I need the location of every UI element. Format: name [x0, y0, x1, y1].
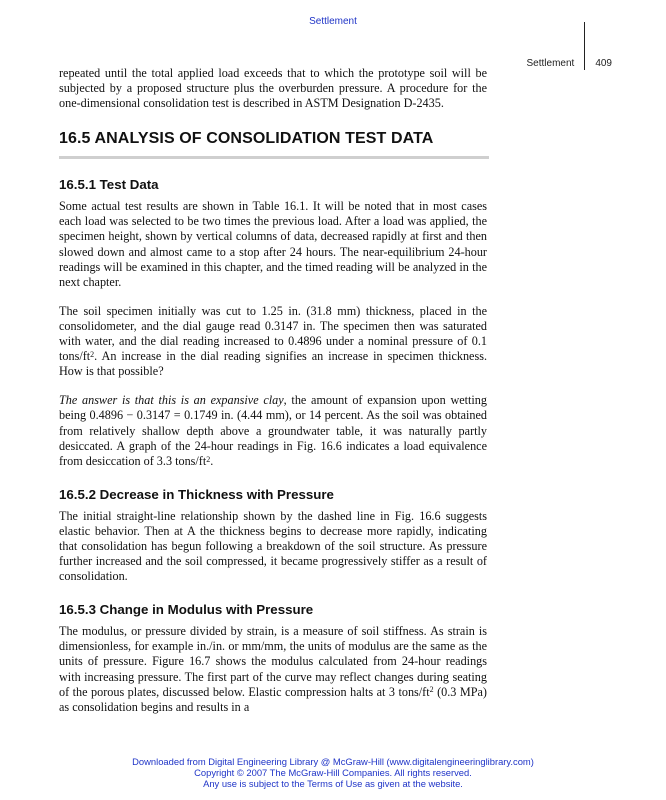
subsection-title-modulus-pressure: 16.5.3 Change in Modulus with Pressure [59, 602, 314, 618]
test-data-paragraph-3-text-a: , the amount of expansion upon wetting being 0.4896 − 0.3147 = 0.1749 in. (4.44 mm), or 14 percent. As the soil was obtained from relatively shallow depth above a groundwater table, it was naturally partly desiccated. A graph of the 24-hour readings in Fig. 16.6 indicates a load equivalence from desiccation of 3.3 tons/ft [59, 393, 487, 468]
modulus-paragraph-text-a: The modulus, or pressure divided by strain, is a measure of soil stiffness. As strain is dimensionless, for example in./in. or mm/mm, the units of modulus are the same as the units of pressure. Figure 16.7 shows the modulus calculated from 24-hour readings with increasing pressure. The first part of the curve may reflect changes during seating of the porous plates, discussed below. Elastic compression halts at 3 tons/ft [59, 624, 487, 699]
test-data-paragraph-3-text-b: . [210, 453, 214, 468]
test-data-paragraph-2-text-b: . An increase in the dial reading signifies an increase in specimen thickness. How is that possible? [59, 349, 487, 379]
intro-paragraph: repeated until the total applied load exceeds that to which the prototype soil will be subjected by a proposed structure plus the overburden pressure. A procedure for the one-dimensional consolidation test is described in ASTM Designation D-2435. [59, 66, 487, 111]
modulus-pressure-paragraph [59, 624, 487, 715]
page-content [59, 66, 487, 715]
test-data-paragraph-3 [59, 393, 487, 468]
expansive-clay-statement: The answer is that this is an expansive clay [59, 393, 284, 408]
modulus-paragraph-text-b: (0.3 MPa) as consolidation begins and results in a [59, 684, 487, 714]
page-number: 409 [595, 58, 612, 69]
running-title: Settlement [526, 58, 575, 69]
copyright-footer-link[interactable]: Copyright © 2007 The McGraw-Hill Companies. All rights reserved. [194, 767, 472, 779]
test-data-paragraph-2-text-a: The soil specimen initially was cut to 1.25 in. (31.8 mm) thickness, placed in the consolidometer, and the dial gauge read 0.3147 in. The specimen then was saturated with water, and the dial reading increased to 0.4896 under a nominal pressure of 0.1 tons/ft [59, 303, 487, 364]
section-title: 16.5 ANALYSIS OF CONSOLIDATION TEST DATA [59, 129, 489, 159]
subsection-title-thickness-pressure: 16.5.2 Decrease in Thickness with Pressure [59, 486, 334, 502]
top-settlement-link[interactable]: Settlement [309, 16, 357, 27]
squared-superscript: 2 [206, 454, 211, 464]
header-divider [584, 22, 585, 70]
subsection-title-test-data: 16.5.1 Test Data [59, 177, 159, 193]
page-header [527, 40, 613, 88]
test-data-paragraph-1: Some actual test results are shown in Table 16.1. It will be noted that in most cases each load was selected to be two times the previous load. After a load was applied, the specimen height, shown by vertical columns of data, decreased rapidly at first and then slowed down and almost came to a stop after 24 hours. The near-equilibrium 24-hour readings will be examined in this chapter, and the timed reading will be analyzed in the next chapter. [59, 199, 487, 289]
footer [0, 756, 666, 790]
test-data-paragraph-2 [59, 304, 487, 379]
squared-superscript: 2 [90, 349, 95, 359]
terms-footer-link[interactable]: Any use is subject to the Terms of Use as given at the website. [203, 778, 463, 790]
thickness-pressure-paragraph: The initial straight-line relationship shown by the dashed line in Fig. 16.6 suggests elastic behavior. Then at A the thickness begins to decrease more rapidly, indicating that consolidation has begun following a breakdown of the soil structure. As pressure further increased and the soil compressed, it became progressively stiffer as a result of consolidation. [59, 508, 487, 584]
download-footer-link[interactable]: Downloaded from Digital Engineering Library @ McGraw-Hill (www.digitalengineeringlibrary.com) [132, 756, 534, 767]
squared-superscript: 2 [429, 685, 434, 695]
